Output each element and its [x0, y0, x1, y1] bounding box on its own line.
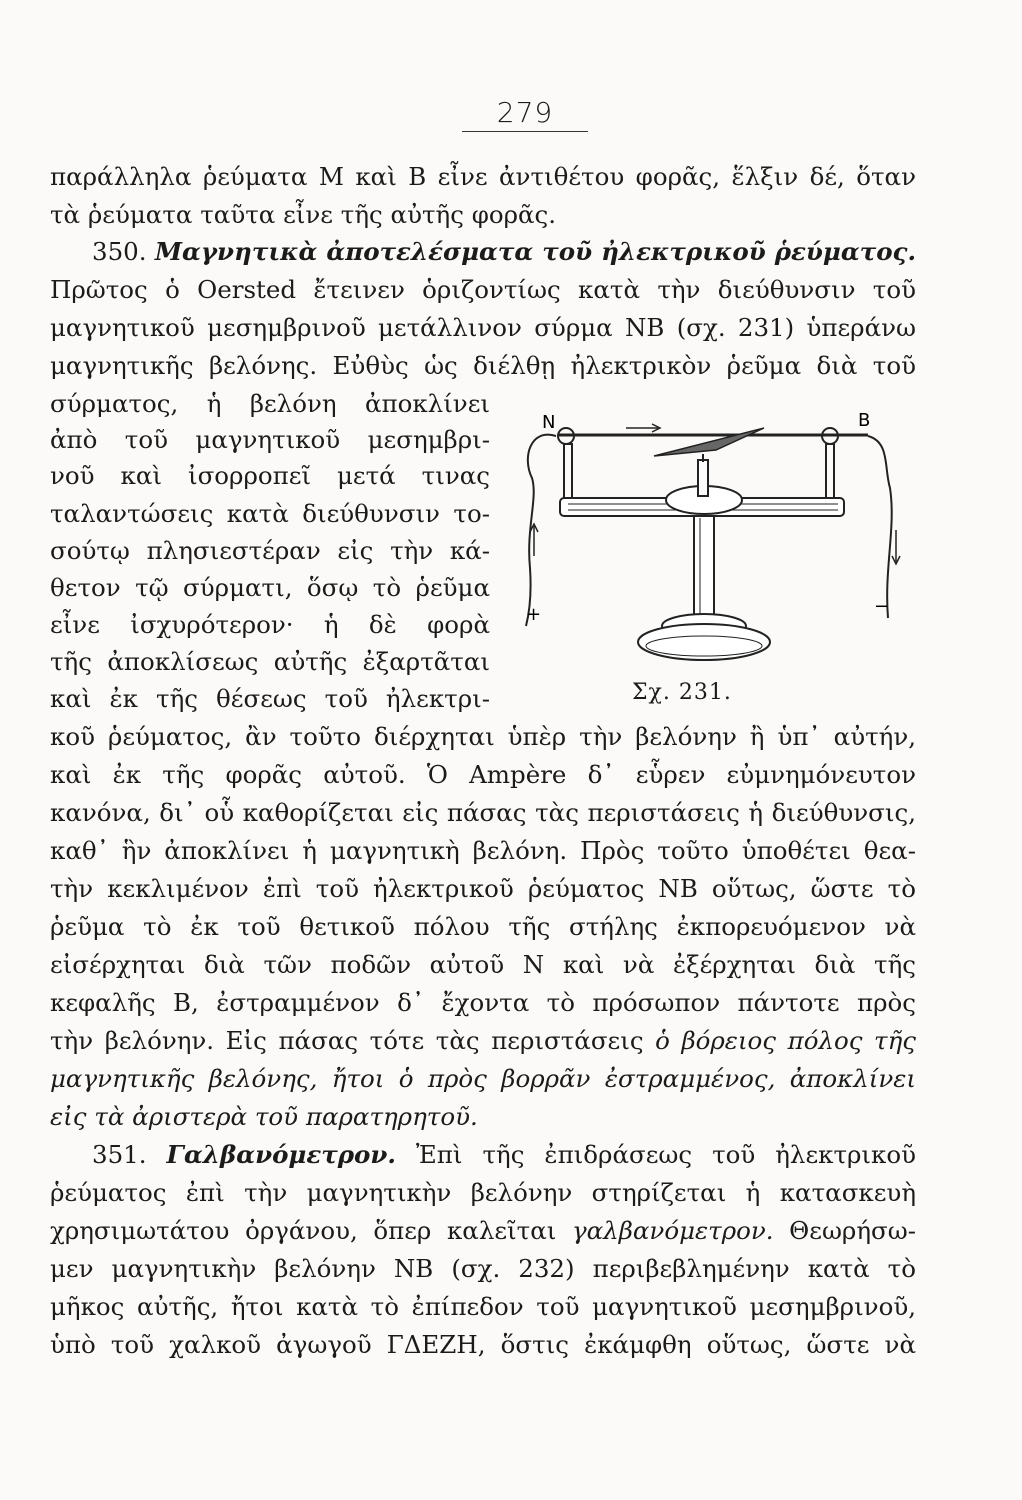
section-350-title: Μαγνητικὰ ἀποτελέσματα τοῦ ἠλεκτρικοῦ ῥεύματος.	[154, 237, 916, 266]
italic-span: εἰς τὰ ἀριστερὰ τοῦ παρατηρητοῦ.	[50, 1102, 478, 1131]
page-number-rule	[462, 131, 588, 132]
text-span: Ἐπὶ τῆς ἐπιδράσεως τοῦ ἠλεκτρικοῦ	[415, 1140, 916, 1169]
text-line: τῆς ἀποκλίσεως αὐτῆς ἐξαρτᾶται	[50, 647, 490, 676]
label-b: B	[858, 410, 871, 431]
text-line	[50, 1102, 478, 1132]
section-351-title: Γαλβανόμετρον.	[166, 1140, 396, 1169]
text-line: ῥεῦμα τὸ ἐκ τοῦ θετικοῦ πόλου τῆς στήλης ἐκπορευόμενον νὰ	[50, 912, 916, 941]
text-line	[50, 1216, 916, 1246]
italic-span: γαλβανόμετρον.	[572, 1216, 774, 1245]
text-line: καὶ ἐκ τῆς φορᾶς αὐτοῦ. Ὁ Ampère δ᾽ εὗρεν εὐμνημόνευτον	[50, 760, 916, 789]
text-span: χρησιμωτάτου ὀργάνου, ὅπερ καλεῖται	[50, 1216, 557, 1245]
right-lead-wire	[868, 436, 892, 618]
text-line: εἶνε ἰσχυρότερον· ἡ δὲ φορὰ	[50, 610, 490, 639]
needle-pivot	[698, 460, 708, 496]
text-line: τὰ ῥεύματα ταῦτα εἶνε τῆς αὐτῆς φορᾶς.	[50, 200, 557, 229]
section-350-heading	[92, 237, 916, 267]
figure-caption: Σχ. 231.	[632, 680, 732, 705]
stand-column	[694, 516, 714, 616]
italic-span: μαγνητικῆς βελόνης, ἤτοι ὁ πρὸς βορρᾶν ἐστραμμένος, ἀποκλίνει	[50, 1064, 916, 1093]
text-line: Πρῶτος ὁ Oersted ἔτεινεν ὁριζοντίως κατὰ τὴν διεύθυνσιν τοῦ	[50, 275, 916, 304]
text-line: παράλληλα ῥεύματα Μ καὶ Β εἶνε ἀντιθέτου φορᾶς, ἕλξιν δέ, ὅταν	[50, 162, 916, 191]
text-line: ῥεύματος ἐπὶ τὴν μαγνητικὴν βελόνην στηρίζεται ἡ κατασκευὴ	[50, 1178, 916, 1207]
oersted-apparatus-figure	[508, 398, 914, 688]
text-line: ἀπὸ τοῦ μαγνητικοῦ μεσημβρι-	[50, 425, 490, 454]
text-line: σύρματος, ἡ βελόνη ἀποκλίνει	[50, 389, 490, 418]
magnetic-needle	[654, 428, 764, 456]
text-line: μῆκος αὐτῆς, ἤτοι κατὰ τὸ ἐπίπεδον τοῦ μαγνητικοῦ μεσημβρινοῦ,	[50, 1292, 916, 1321]
stand-base	[638, 624, 770, 660]
text-line: μαγνητικοῦ μεσημβρινοῦ μετάλλινον σύρμα ΝΒ (σχ. 231) ὑπεράνω	[50, 313, 916, 342]
text-line: εἰσέρχηται διὰ τῶν ποδῶν αὐτοῦ Ν καὶ νὰ ἐξέρχηται διὰ τῆς	[50, 950, 916, 979]
italic-span: ὁ βόρειος πόλος τῆς	[655, 1026, 916, 1055]
label-n: N	[542, 412, 556, 433]
text-span: Θεωρήσω-	[789, 1216, 916, 1245]
section-351-number: 351.	[92, 1140, 147, 1169]
page-number: 279	[496, 96, 554, 129]
text-line: μαγνητικῆς βελόνης. Εὐθὺς ὡς διέλθῃ ἠλεκτρικὸν ῥεῦμα διὰ τοῦ	[50, 351, 916, 380]
section-351-heading	[92, 1140, 916, 1170]
text-line: σούτῳ πλησιεστέραν εἰς τὴν κά-	[50, 536, 490, 565]
text-line	[50, 1026, 916, 1056]
text-line	[50, 1064, 916, 1094]
text-line: καὶ ἐκ τῆς θέσεως τοῦ ἠλεκτρι-	[50, 684, 490, 713]
text-line: τὴν κεκλιμένον ἐπὶ τοῦ ἠλεκτρικοῦ ῥεύματος ΝΒ οὕτως, ὥστε τὸ	[50, 874, 916, 903]
section-350-number: 350.	[92, 237, 147, 266]
text-line: κανόνα, δι᾽ οὗ καθορίζεται εἰς πάσας τὰς περιστάσεις ἡ διεύθυνσις,	[50, 798, 916, 827]
text-span: τὴν βελόνην. Εἰς πάσας τότε τὰς περιστάσεις	[50, 1026, 644, 1055]
label-minus: −	[874, 596, 890, 617]
text-line: καθ᾽ ἣν ἀποκλίνει ἡ μαγνητικὴ βελόνη. Πρὸς τοῦτο ὑποθέτει θεα-	[50, 836, 916, 865]
text-line: κεφαλῆς Β, ἐστραμμένον δ᾽ ἔχοντα τὸ πρόσωπον πάντοτε πρὸς	[50, 988, 916, 1017]
text-line: μεν μαγνητικὴν βελόνην ΝΒ (σχ. 232) περιβεβλημένην κατὰ τὸ	[50, 1254, 916, 1283]
text-line: νοῦ καὶ ἰσορροπεῖ μετά τινας	[50, 461, 490, 490]
text-line: θετον τῷ σύρματι, ὅσῳ τὸ ῥεῦμα	[50, 573, 490, 602]
text-line: ταλαντώσεις κατὰ διεύθυνσιν το-	[50, 499, 490, 528]
label-plus: +	[526, 604, 542, 625]
text-line: ὑπὸ τοῦ χαλκοῦ ἀγωγοῦ ΓΔΕΖΗ, ὅστις ἐκάμφθη οὕτως, ὥστε νὰ	[50, 1330, 916, 1359]
text-line: κοῦ ῥεύματος, ἂν τοῦτο διέρχηται ὑπὲρ τὴν βελόνην ἢ ὑπ᾽ αὐτήν,	[50, 722, 916, 751]
